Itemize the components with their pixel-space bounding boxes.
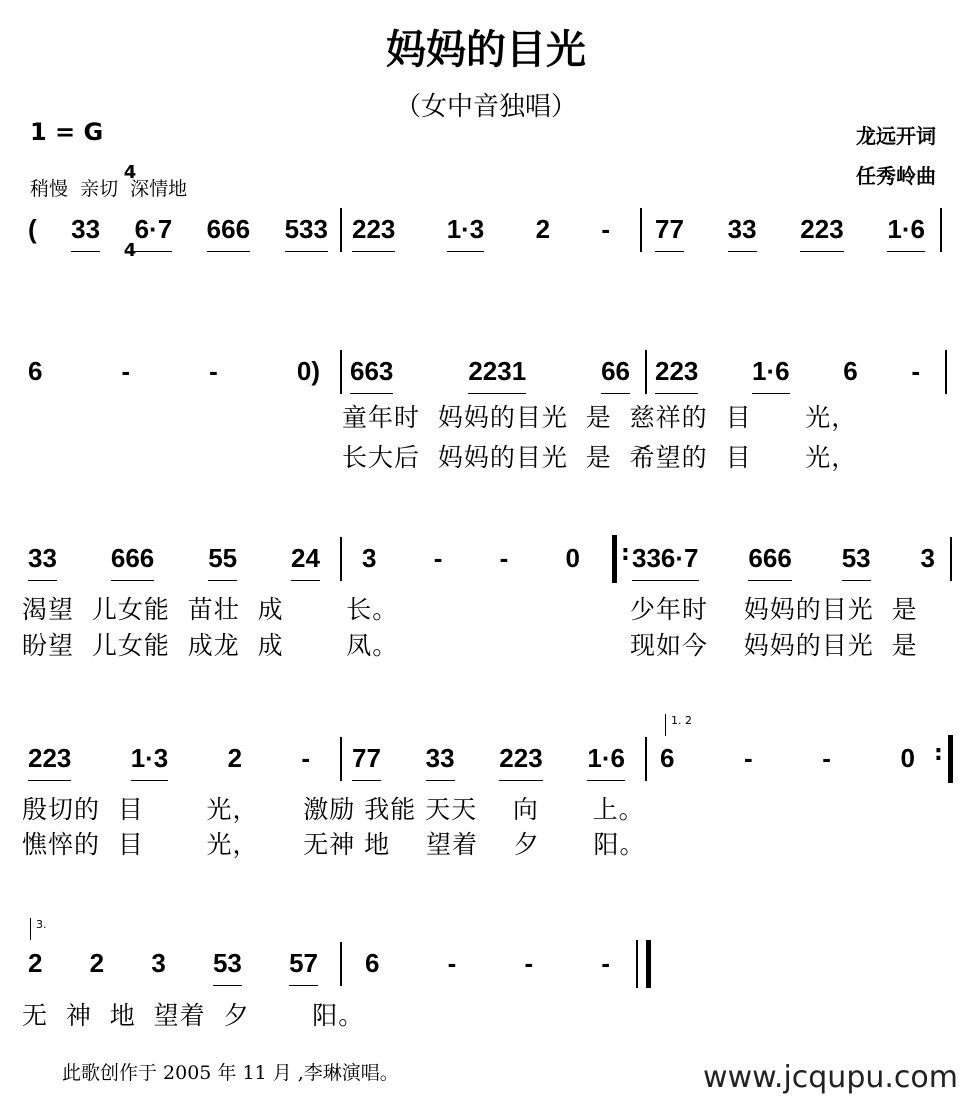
- tempo-marking: 稍慢 亲切 深情地: [30, 178, 188, 200]
- measure: [655, 356, 920, 396]
- note-group: -: [301, 743, 310, 773]
- note-group: 33: [28, 543, 57, 581]
- note-group: 33: [728, 214, 757, 252]
- note-group: (: [28, 214, 37, 244]
- barline: [340, 737, 342, 781]
- repeat-end: [938, 735, 953, 783]
- note-group: 6: [843, 356, 858, 386]
- barline: [645, 350, 647, 394]
- barline: [340, 537, 342, 581]
- final-barline: [636, 940, 651, 988]
- measure: [28, 948, 318, 988]
- key-signature: 1 = G: [30, 118, 104, 146]
- note-group: 24: [291, 543, 320, 581]
- measure: [28, 214, 328, 254]
- note-group: 2: [89, 948, 105, 978]
- repeat-start: [612, 535, 627, 583]
- note-group: 223: [655, 356, 698, 394]
- time-signature-top: 4: [123, 162, 137, 183]
- lyric-verse-2: 盼望 儿女能 成龙 成 凤。: [22, 631, 399, 660]
- note-group: -: [601, 214, 610, 244]
- note-group: -: [433, 543, 443, 573]
- barline: [940, 208, 942, 252]
- note-group: 666: [748, 543, 791, 581]
- note-group: 3: [920, 543, 935, 573]
- lyric-verse-1: 渴望 儿女能 苗壮 成 长。: [22, 595, 399, 624]
- measure: [28, 543, 320, 583]
- note-group: 57: [289, 948, 318, 986]
- note-group: 6: [660, 743, 675, 773]
- note-group: 1·3: [131, 743, 169, 781]
- note-group: 336·7: [632, 543, 699, 581]
- note-group: 666: [111, 543, 154, 581]
- note-group: -: [601, 948, 610, 978]
- note-group: 533: [285, 214, 328, 252]
- lyric-verse-3: 无 神 地 望着 夕 阳。: [22, 1001, 365, 1030]
- note-group: 33: [426, 743, 455, 781]
- note-group: 53: [213, 948, 242, 986]
- note-group: 6·7: [135, 214, 173, 252]
- note-group: 1·6: [752, 356, 790, 394]
- note-group: 55: [208, 543, 237, 581]
- note-group: -: [524, 948, 534, 978]
- note-group: 223: [352, 214, 395, 252]
- website-watermark: www.jcqupu.com: [703, 1060, 958, 1095]
- note-group: 2: [28, 948, 43, 978]
- note-group: 6: [365, 948, 380, 978]
- lyric-verse-1-continued: 少年时 妈妈的目光 是: [630, 595, 918, 624]
- note-group: -: [911, 356, 920, 386]
- note-group: -: [209, 356, 218, 386]
- time-signature: [122, 108, 138, 316]
- barline: [340, 208, 342, 252]
- note-group: 33: [71, 214, 100, 252]
- measure: [655, 214, 925, 254]
- note-group: 223: [499, 743, 542, 781]
- barline: [340, 942, 342, 986]
- lyric-verse-2-continued: 现如今 妈妈的目光 是: [630, 631, 918, 660]
- note-group: 0: [900, 743, 915, 773]
- barline: [945, 350, 947, 394]
- song-subtitle: （女中音独唱）: [394, 92, 577, 122]
- note-group: 6: [28, 356, 43, 386]
- time-signature-bottom: 4: [123, 240, 137, 261]
- barline: [950, 537, 952, 581]
- note-group: 77: [655, 214, 684, 252]
- note-group: 2231: [468, 356, 526, 394]
- note-group: 66: [601, 356, 630, 394]
- note-group: -: [744, 743, 753, 773]
- song-title: 妈妈的目光: [386, 26, 586, 73]
- composer-credit: 任秀岭曲: [856, 164, 936, 188]
- measure: [350, 356, 630, 396]
- lyric-verse-1: 童年时 妈妈的目光 是 慈祥的 目 光，: [342, 403, 858, 432]
- note-group: -: [447, 948, 457, 978]
- note-group: 3: [151, 948, 166, 978]
- note-group: 77: [352, 743, 381, 781]
- measure: [365, 948, 610, 988]
- measure: [352, 743, 625, 783]
- note-group: -: [499, 543, 509, 573]
- note-group: 0): [296, 356, 320, 386]
- note-group: 0: [565, 543, 580, 573]
- note-group: -: [121, 356, 131, 386]
- volta-1-2: 1. 2: [665, 714, 692, 736]
- measure: [28, 743, 310, 783]
- note-group: 3: [362, 543, 377, 573]
- note-group: 1·3: [447, 214, 485, 252]
- footer-note: 此歌创作于 2005 年 11 月 ,李琳演唱。: [62, 1062, 399, 1084]
- barline: [645, 737, 647, 781]
- lyric-verse-2: 长大后 妈妈的目光 是 希望的 目 光，: [342, 443, 858, 472]
- measure: [362, 543, 580, 583]
- lyricist-credit: 龙远开词: [856, 124, 936, 148]
- note-group: 223: [28, 743, 71, 781]
- measure: [28, 356, 320, 396]
- barline: [340, 350, 342, 394]
- note-group: 663: [350, 356, 393, 394]
- lyric-verse-2: 憔悴的 目 光， 无神 地 望着 夕 阳。: [22, 830, 646, 859]
- note-group: 53: [842, 543, 871, 581]
- volta-3: 3.: [30, 918, 47, 940]
- measure: [352, 214, 610, 254]
- lyric-verse-1: 殷切的 目 光， 激励 我能 天天 向 上。: [22, 795, 645, 824]
- note-group: 223: [800, 214, 843, 252]
- barline: [640, 208, 642, 252]
- measure: [660, 743, 915, 783]
- measure: [632, 543, 935, 583]
- note-group: 1·6: [587, 743, 625, 781]
- note-group: 2: [227, 743, 243, 773]
- note-group: 1·6: [887, 214, 925, 252]
- note-group: 666: [207, 214, 250, 252]
- note-group: -: [822, 743, 831, 773]
- note-group: 2: [535, 214, 551, 244]
